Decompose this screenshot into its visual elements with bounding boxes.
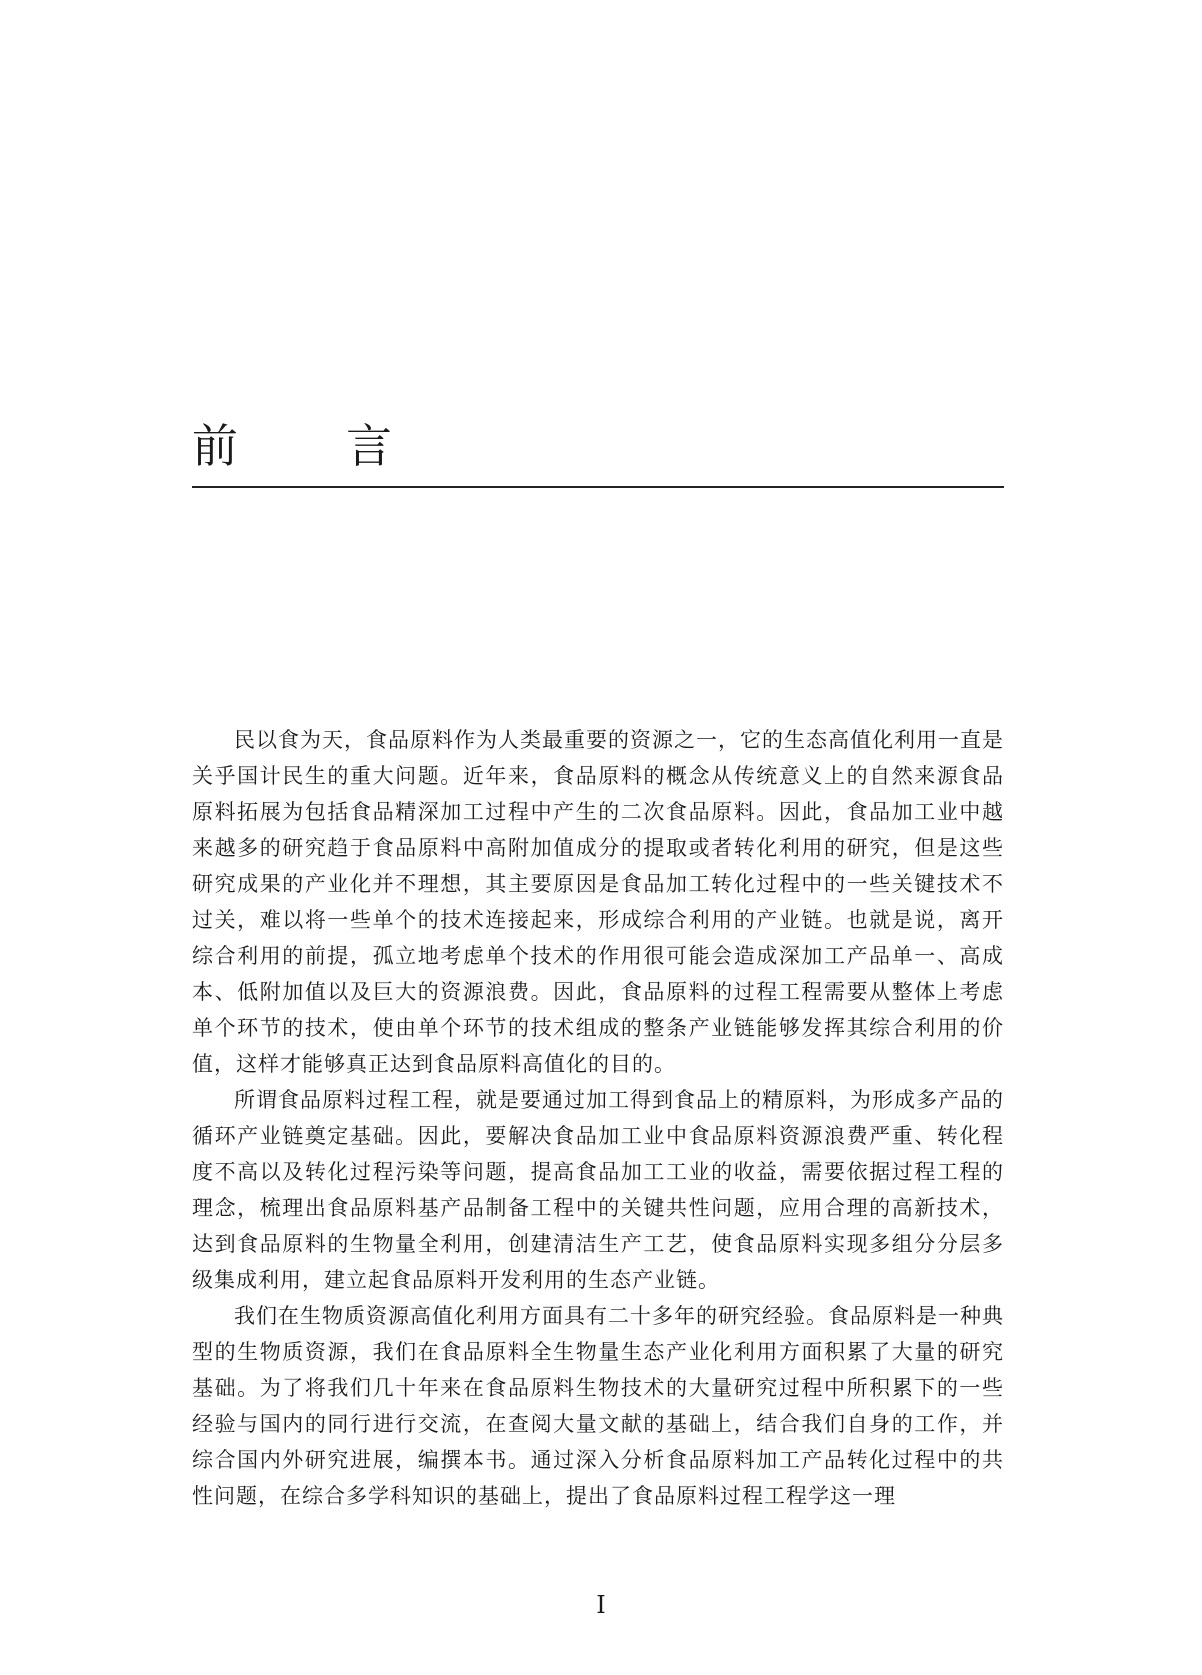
body-text	[192, 722, 1004, 1514]
page-title: 前言	[192, 419, 500, 473]
paragraph-3: 我们在生物质资源高值化利用方面具有二十多年的研究经验。食品原料是一种典型的生物质资源，我们在食品原料全生物量生态产业化利用方面积累了大量的研究基础。为了将我们几十年来在食品原料生物技术的大量研究过程中所积累下的一些经验与国内的同行进行交流，在查阅大量文献的基础上，结合我们自身的工作，并综合国内外研究进展，编撰本书。通过深入分析食品原料加工产品转化过程中的共性问题，在综合多学科知识的基础上，提出了食品原料过程工程学这一理	[192, 1304, 1004, 1508]
title-underline	[192, 486, 1004, 488]
page-number: I	[596, 1591, 606, 1619]
paragraph-1: 民以食为天，食品原料作为人类最重要的资源之一，它的生态高值化利用一直是关乎国计民生的重大问题。近年来，食品原料的概念从传统意义上的自然来源食品原料拓展为包括食品精深加工过程中产生的二次食品原料。因此，食品加工业中越来越多的研究趋于食品原料中高附加值成分的提取或者转化利用的研究，但是这些研究成果的产业化并不理想，其主要原因是食品加工转化过程中的一些关键技术不过关，难以将一些单个的技术连接起来，形成综合利用的产业链。也就是说，离开综合利用的前提，孤立地考虑单个技术的作用很可能会造成深加工产品单一、高成本、低附加值以及巨大的资源浪费。因此，食品原料的过程工程需要从整体上考虑单个环节的技术，使由单个环节的技术组成的整条产业链能够发挥其综合利用的价值，这样才能够真正达到食品原料高值化的目的。	[192, 728, 1004, 1076]
paragraph-2: 所谓食品原料过程工程，就是要通过加工得到食品上的精原料，为形成多产品的循环产业链奠定基础。因此，要解决食品加工业中食品原料资源浪费严重、转化程度不高以及转化过程污染等问题，提高食品加工工业的收益，需要依据过程工程的理念，梳理出食品原料基产品制备工程中的关键共性问题，应用合理的高新技术，达到食品原料的生物量全利用，创建清洁生产工艺，使食品原料实现多组分分层多级集成利用，建立起食品原料开发利用的生态产业链。	[192, 1088, 1004, 1292]
